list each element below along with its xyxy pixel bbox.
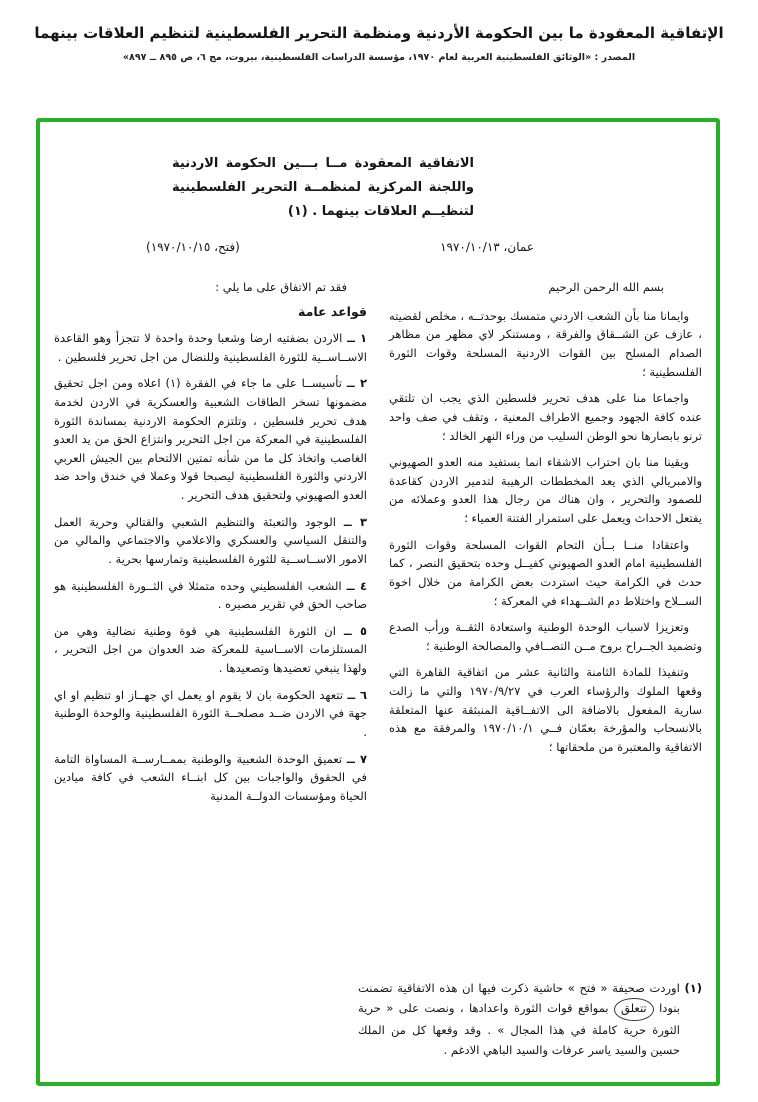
column-left: [54, 278, 367, 813]
clause-item-2: [54, 374, 367, 504]
text-columns: [54, 278, 702, 813]
clause-item-6: [54, 686, 367, 742]
dateline-place: عمان، ١٩٧٠/١٠/١٣: [440, 240, 534, 255]
clause-item-7: [54, 750, 367, 806]
clause-number: ٤ ــ: [346, 578, 367, 593]
clause-item-1: [54, 329, 367, 366]
clause-number: ٢ ــ: [346, 376, 367, 391]
clause-item-4: [54, 577, 367, 614]
clause-text: ان الثورة الفلسطينية هي قوة وطنية نضالية وهي من المستلزمات الاســاسية للمعركة ضد العدوان من اجل التحرير ، ولهذا ينبغي تعضيدها وتصعيدها .: [54, 623, 367, 676]
agreement-heading: الاتفاقية المعقودة مــا بـــين الحكومة الاردنية واللجنة المركزية لمنظمــة التحرير الفلسطينية لتنظيــم العلاقات بينهما . (١): [172, 156, 474, 220]
clause-text: الاردن بضفتيه ارضا وشعبا وحدة واحدة لا تتجزأ وهو القاعدة الاســاســية للثورة الفلسطينية وللنضال من اجل تحرير فلسطين .: [54, 331, 367, 364]
clause-text: تتعهد الحكومة بان لا يقوم او يعمل اي جهــاز او تنظيم او اي جهة في الاردن ضــد مصلحــة الثورة الفلسطينية والوحدة الوطنية .: [54, 687, 367, 739]
clause-item-3: [54, 513, 367, 569]
column-right: [389, 278, 702, 764]
agreement-intro: فقد تم الاتفاق على ما يلي :: [215, 280, 347, 295]
section-title: قواعد عامة: [298, 303, 367, 319]
preamble-paragraph-3: ويقينا منا بان احتراب الاشقاء انما يستفيد منه العدو الصهيوني والامبريالي الذي يعد المخططات الرهيبة لتدمير الاردن كقاعدة للصمود والتحرير ، وان هناك من رجال هذا العدو وعملائه من يفتعل الاحداث ويعمل على استمرار الفتنة العمياء ؛: [389, 455, 702, 526]
clause-number: ٣ ــ: [343, 514, 368, 529]
source-line: المصدر : «الوثائق الفلسطينية العربية لعام ١٩٧٠، مؤسسة الدراسات الفلسطينية، بيروت، مج ٦، ص ٨٩٥ ــ ٨٩٧»: [122, 52, 636, 63]
clause-text: الشعب الفلسطيني وحده متمثلا في الثــورة الفلسطينية هو صاحب الحق في تقرير مصيره .: [54, 578, 367, 612]
preamble-paragraph-6: وتنفيذا للمادة الثامنة والثانية عشر من اتفاقية القاهرة التي وقعها الملوك والرؤساء العرب في ١٩٧٠/٩/٢٧ والتي ما زالت سارية المفعول بالاضافة الى الاتفــاقية المنبثقة عنها المتعلقة بالانسحاب والمؤرخة بعمّان فــي ١٩٧٠/١٠/١ والمرفقة مع هذه الاتفاقية والمعتبرة من ملحقاتها ؛: [389, 665, 702, 754]
page-title: الإتفاقية المعقودة ما بين الحكومة الأردنية ومنظمة التحرير الفلسطينية لتنظيم العلاقات بينهما: [34, 24, 724, 42]
preamble-paragraph-1: وايمانا منا بأن الشعب الاردني متمسك بوحدتــه ، مخلص لقضيته ، عازف عن الشــقاق والفرقة ، ومستنكر لاي مظهر من مظاهر الصدام المسلح بين القوات الاردنية المسلحة وقوات الثورة الفلسطينية ؛: [389, 308, 702, 379]
basmala: بسم الله الرحمن الرحيم: [548, 280, 664, 295]
clause-text: تأسيســا على ما جاء في الفقرة (١) اعلاه ومن اجل تحقيق مضمونها تسخر الطاقات الشعبية والعسكرية في الاردن لخدمة هدف تحرير فلسطين ، وتلتزم الحكومة الاردنية بمساندة الثورة الفلسطينية في المعركة من اجل التحرير وانتزاع الحق من يد العدو الغاصب واتخاذ كل ما من شأنه تمتين الالتحام بين الجيش العربي الاردني والثورة الفلسطينية ليصبحا قولا وعملا في خندق واحد ضد العدو الصهيوني ولتحقيق هدف التحرير .: [54, 376, 367, 503]
clause-text: تعميق الوحدة الشعبية والوطنية بممــارســة المساواة التامة في الحقوق والواجبات بين كل ابنــاء الشعب في كافة ميادين الحياة ومؤسسات الدولــة المدنية: [54, 751, 367, 803]
dateline: [146, 240, 534, 254]
clause-number: ٧ ــ: [346, 751, 367, 766]
clause-text: الوجود والتعبئة والتنظيم الشعبي والقتالي وحرية العمل والتنقل السياسي والعسكري والاعلامي والاجتماعي والمالي من الامور الاســاســية للثورة الفلسطينية وتمارسها بحرية .: [54, 514, 367, 566]
footnote: [358, 979, 702, 1060]
footnote-marker: (١): [684, 980, 703, 995]
clause-item-5: [54, 622, 367, 678]
clause-number: ١ ــ: [347, 331, 368, 346]
preamble-paragraph-4: واعتقادا منــا بــأن التحام القوات المسلحة وقوات الثورة الفلسطينية امام العدو الصهيوني كفيــل وحده بتحقيق النصر ، كما حدث في الكرامة حيث استردت بعض الكرامة من خلال اخوة الســلاح واختلاط دم الشــهداء في المعركة ؛: [389, 537, 702, 608]
footnote-text-pre: اوردت صحيفة « فتح » حاشية ذكرت فيها ان هذه الاتفاقية تضمنت بنودا: [358, 980, 681, 1016]
clause-number: ٥ ــ: [343, 623, 367, 638]
footnote-text-post: بمواقع قوات الثورة واعدادها ، ونصت على « حرية الثورة حرية كاملة في هذا المجال » . وقد وقعها كل من الملك حسين والسيد ياسر عرفات والسيد الباهي الادغم .: [358, 1001, 680, 1057]
preamble-paragraph-5: وتعزيزا لاسباب الوحدة الوطنية واستعادة الثقــة ورأب الصدع وتضميد الجــراح بروح مــن التصــافي والمصالحة الوطنية ؛: [389, 620, 702, 653]
document-page: [0, 24, 758, 1057]
clause-number: ٦ ــ: [347, 687, 367, 702]
dateline-agency: (فتح، ١٩٧٠/١٠/١٥): [146, 240, 240, 255]
green-frame: [36, 118, 720, 1086]
circled-word: تتعلق: [614, 998, 654, 1021]
preamble-paragraph-2: واجماعا منا على هدف تحرير فلسطين الذي يجب ان تلتقي عنده كافة الجهود وجميع الاطراف المعنية ، وتقف في صف واحد ترنو بابصارها نحو الوطن السليب من وراء النهر الخالد ؛: [389, 391, 702, 443]
